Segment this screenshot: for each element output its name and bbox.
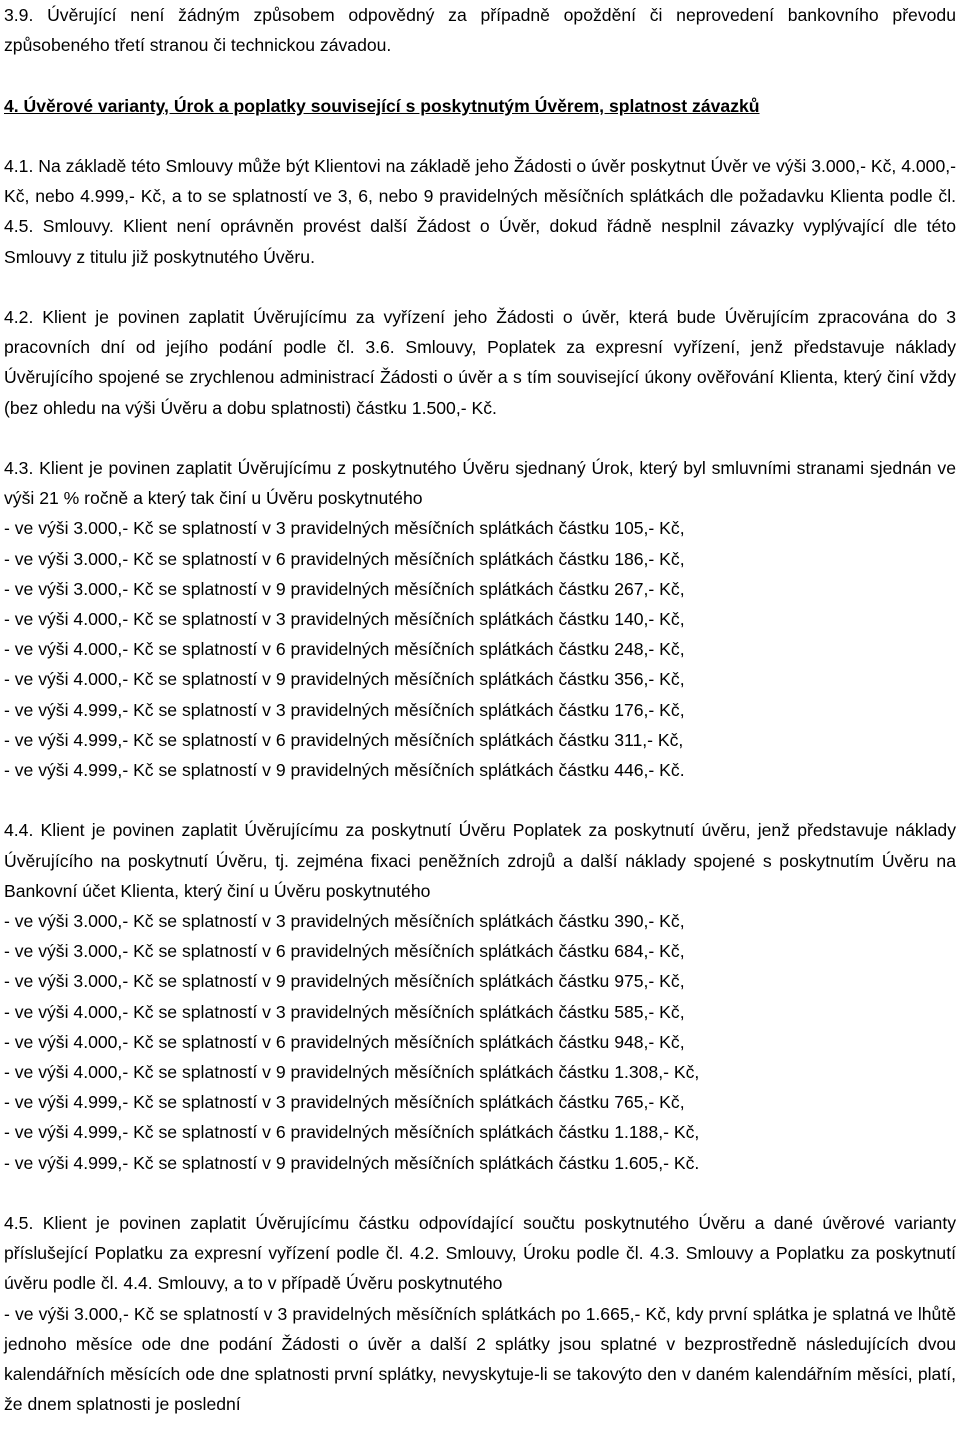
spacer	[4, 60, 956, 90]
interest-list-item: - ve výši 3.000,- Kč se splatností v 9 pravidelných měsíčních splátkách částku 267,- Kč,	[4, 578, 685, 599]
fee-list-item: - ve výši 3.000,- Kč se splatností v 6 pravidelných měsíčních splátkách částku 684,- Kč,	[4, 941, 685, 962]
fee-list-item: - ve výši 3.000,- Kč se splatností v 9 pravidelných měsíčních splátkách částku 975,- Kč,	[4, 971, 685, 992]
interest-list-item: - ve výši 3.000,- Kč se splatností v 6 pravidelných měsíčních splátkách částku 186,- Kč,	[4, 548, 685, 569]
fee-list-item: - ve výši 4.999,- Kč se splatností v 3 pravidelných měsíčních splátkách částku 765,- Kč,	[4, 1092, 685, 1113]
spacer	[4, 121, 956, 151]
interest-list-item: - ve výši 4.999,- Kč se splatností v 3 pravidelných měsíčních splátkách částku 176,- Kč,	[4, 699, 685, 720]
interest-list-item: - ve výši 4.000,- Kč se splatností v 9 pravidelných měsíčních splátkách částku 356,- Kč,	[4, 669, 685, 690]
paragraph-4-3	[4, 453, 956, 785]
paragraph-4-5	[4, 1208, 956, 1419]
paragraph-3-9: 3.9. Úvěrující není žádným způsobem odpovědný za případně opoždění či neprovedení bankovního převodu způsobeného třetí stranou či technickou závadou.	[4, 5, 956, 56]
spacer	[4, 785, 956, 815]
paragraph-4-4-intro: 4.4. Klient je povinen zaplatit Úvěrujícímu za poskytnutí Úvěru Poplatek za poskytnutí úvěru, jenž představuje náklady Úvěrujícího na poskytnutí Úvěru, tj. zejména fixaci peněžních zdrojů a další náklady spojené s poskytnutím Úvěru na Bankovní účet Klienta, který činí u Úvěru poskytnutého	[4, 820, 956, 901]
paragraph-4-5-intro: 4.5. Klient je povinen zaplatit Úvěrujícímu částku odpovídající součtu poskytnutého Úvěru a dané úvěrové varianty příslušející Poplatku za expresní vyřízení podle čl. 4.2. Smlouvy, Úroku podle čl. 4.3. Smlouvy a Poplatku za poskytnutí úvěru podle čl. 4.4. Smlouvy, a to v případě Úvěru poskytnutého	[4, 1213, 956, 1294]
fee-list-item: - ve výši 4.000,- Kč se splatností v 6 pravidelných měsíčních splátkách částku 948,- Kč,	[4, 1031, 685, 1052]
interest-list-item: - ve výši 4.000,- Kč se splatností v 3 pravidelných měsíčních splátkách částku 140,- Kč,	[4, 609, 685, 629]
interest-list-item: - ve výši 4.000,- Kč se splatností v 6 pravidelných měsíčních splátkách částku 248,- Kč,	[4, 639, 685, 660]
document-page	[4, 0, 956, 1419]
paragraph-4-3-intro: 4.3. Klient je povinen zaplatit Úvěrujícímu z poskytnutého Úvěru sjednaný Úrok, který byl smluvními stranami sjednán ve výši 21 % ročně a který tak činí u Úvěru poskytnutého	[4, 457, 956, 509]
interest-list-item: - ve výši 4.999,- Kč se splatností v 6 pravidelných měsíčních splátkách částku 311,- Kč,	[4, 729, 684, 750]
interest-list-item: - ve výši 4.999,- Kč se splatností v 9 pravidelných měsíčních splátkách částku 446,- Kč.	[4, 760, 685, 781]
fee-list-item: - ve výši 4.000,- Kč se splatností v 9 pravidelných měsíčních splátkách částku 1.308,- Kč,	[4, 1062, 700, 1083]
paragraph-4-1: 4.1. Na základě této Smlouvy může být Klientovi na základě jeho Žádosti o úvěr poskytnut Úvěr ve výši 3.000,- Kč, 4.000,- Kč, nebo 4.999,- Kč, a to se splatností ve 3, 6, nebo 9 pravidelných měsíčních splátkách dle požadavku Klienta podle čl. 4.5. Smlouvy. Klient není oprávněn provést další Žádost o Úvěr, dokud řádně nesplnil závazky vyplývající dle této Smlouvy z titulu již poskytnutého Úvěru.	[4, 155, 956, 267]
spacer	[4, 423, 956, 453]
repayment-list-item: - ve výši 3.000,- Kč se splatností v 3 pravidelných měsíčních splátkách po 1.665,- Kč, kdy první splátka je splatná ve lhůtě jednoho měsíce ode dne podání Žádosti o úvěr a další 2 splátky jsou splatné v bezprostředně následujících dvou kalendářních měsících ode dne splatnosti první splátky, nevyskytuje-li se takovýto den v daném kalendářním měsíci, platí, že dnem splatnosti je poslední	[4, 1303, 956, 1415]
spacer	[4, 1178, 956, 1208]
fee-list-item: - ve výši 3.000,- Kč se splatností v 3 pravidelných měsíčních splátkách částku 390,- Kč,	[4, 911, 685, 932]
interest-list-item: - ve výši 3.000,- Kč se splatností v 3 pravidelných měsíčních splátkách částku 105,- Kč,	[4, 518, 685, 539]
fee-list-item: - ve výši 4.999,- Kč se splatností v 6 pravidelných měsíčních splátkách částku 1.188,- Kč,	[4, 1122, 700, 1143]
fee-list-item: - ve výši 4.000,- Kč se splatností v 3 pravidelných měsíčních splátkách částku 585,- Kč,	[4, 1001, 685, 1022]
fee-list-item: - ve výši 4.999,- Kč se splatností v 9 pravidelných měsíčních splátkách částku 1.605,- Kč.	[4, 1152, 700, 1173]
spacer	[4, 272, 956, 302]
section-heading-4: 4. Úvěrové varianty, Úrok a poplatky související s poskytnutým Úvěrem, splatnost závazků	[4, 95, 760, 116]
paragraph-4-2: 4.2. Klient je povinen zaplatit Úvěrujícímu za vyřízení jeho Žádosti o úvěr, která bude Úvěrujícím zpracována do 3 pracovních dní od jejího podání podle čl. 3.6. Smlouvy, Poplatek za expresní vyřízení, jenž představuje náklady Úvěrujícího spojené se zrychlenou administrací Žádosti o úvěr a s tím související úkony ověřování Klienta, který činí vždy (bez ohledu na výši Úvěru a dobu splatnosti) částku 1.500,- Kč.	[4, 306, 956, 418]
paragraph-4-4	[4, 815, 956, 1177]
